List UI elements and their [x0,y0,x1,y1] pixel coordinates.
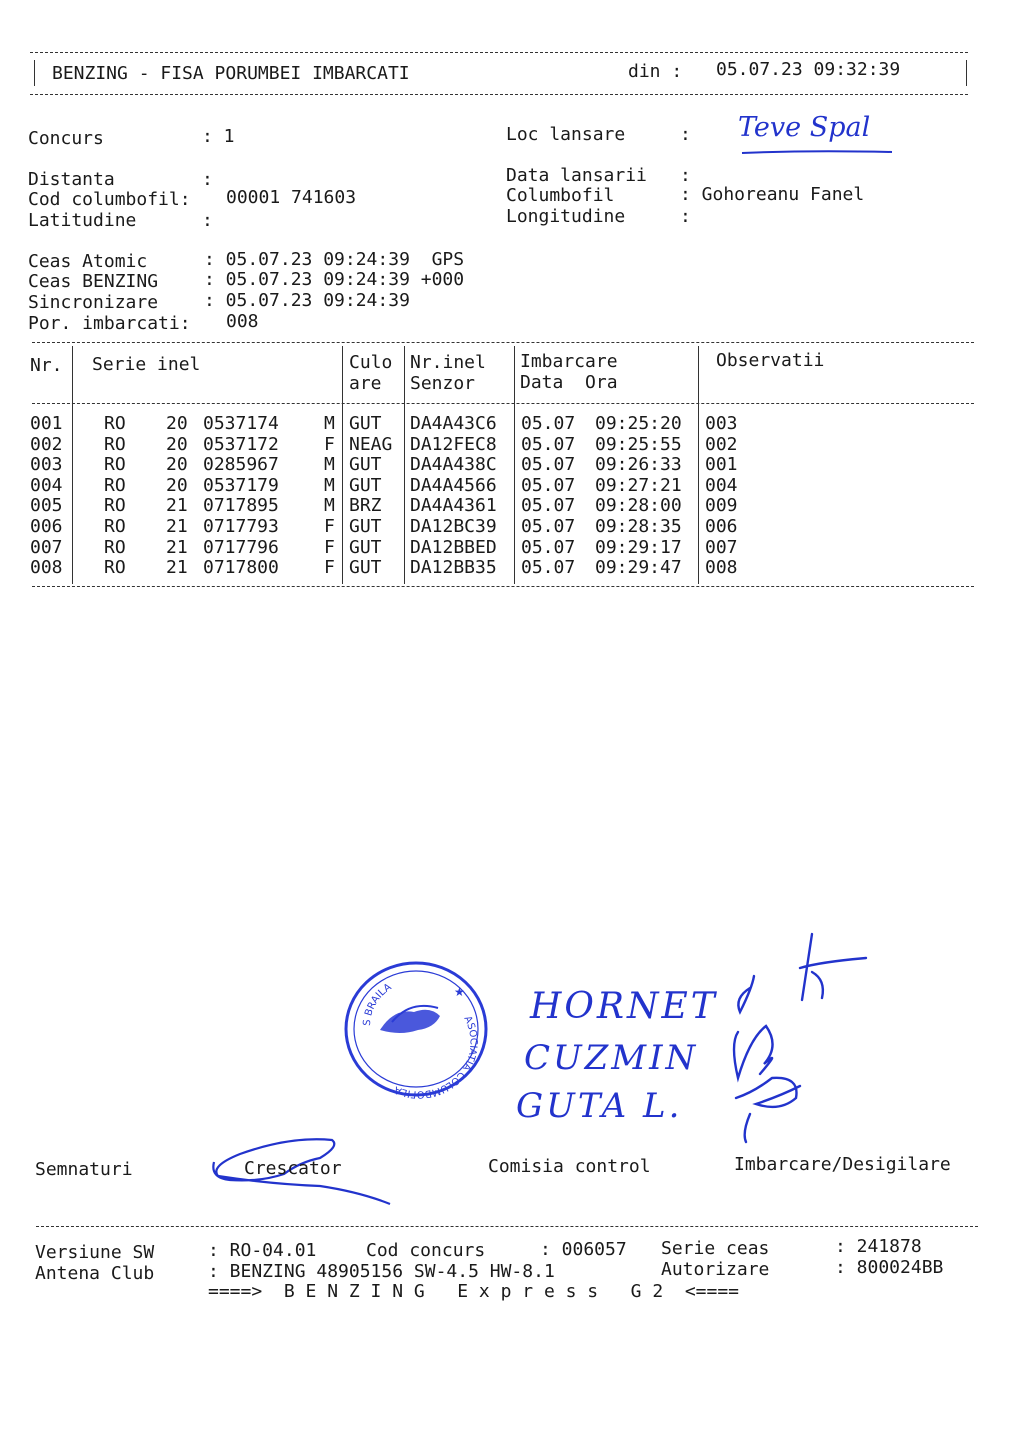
cell-ora: 09:27:21 [595,474,682,496]
cell-culoare: GUT [349,516,382,537]
cell-serie: 0537174 [203,413,279,434]
cell-sex: M [324,474,335,496]
cell-culoare: BRZ [349,495,382,517]
concurs-value: : 1 [202,126,235,147]
por-imbarcati-label: Por. imbarcati: [28,313,191,334]
col-divider-culoare [404,346,405,584]
cell-senzor: DA4A43C6 [410,413,497,434]
cell-serie: 0537172 [203,433,279,455]
ceas-benzing-value: : 05.07.23 09:24:39 +000 [204,269,465,290]
comisia-label: Comisia control [488,1156,651,1177]
antena-value: : BENZING 48905156 SW-4.5 HW-8.1 [208,1261,555,1282]
cod-columbofil-value: 00001 741603 [226,187,357,208]
cell-nr: 006 [30,516,63,537]
cell-sex: F [324,516,335,537]
cell-an: 21 [166,536,188,558]
svg-text:★: ★ [454,985,465,999]
loc-lansare-value: Teve Spal [738,112,871,143]
cell-tara: RO [104,557,126,579]
cell-ora: 09:28:35 [595,516,682,537]
header-serie-inel: Serie inel [92,354,201,375]
sincronizare-value: : 05.07.23 09:24:39 [204,290,410,311]
handwritten-name-3: GUTA L. [516,1086,683,1126]
header-culoare-1: Culo [349,352,393,373]
cell-culoare: GUT [349,557,382,579]
cell-tara: RO [104,454,126,476]
cell-tara: RO [104,536,126,558]
table-top-rule [32,342,974,343]
cell-serie: 0717895 [203,495,279,517]
cell-tara: RO [104,413,126,434]
cell-an: 20 [166,413,188,434]
cell-obs: 007 [705,536,738,558]
cell-sex: F [324,433,335,455]
cell-nr: 001 [30,413,63,434]
col-divider-imbarcare [698,346,699,584]
crescator-label: Crescator [244,1158,342,1179]
ceas-benzing-label: Ceas BENZING [28,271,159,292]
columbofil-label: Columbofil [506,185,615,206]
cod-concurs-label: Cod concurs [366,1240,486,1261]
cell-an: 21 [166,516,188,537]
cell-nr: 002 [30,433,63,455]
table-bottom-rule [32,586,974,587]
cell-sex: M [324,413,335,434]
col-divider-senzor [514,346,515,584]
cell-sex: M [324,495,335,517]
cell-serie: 0537179 [203,474,279,496]
cell-obs: 009 [705,495,738,517]
col-divider-nr [72,346,73,584]
handwritten-name-1: HORNET [530,986,718,1027]
versiune-value: : RO-04.01 [208,1240,317,1261]
cell-senzor: DA4A438C [410,454,497,476]
antena-label: Antena Club [35,1263,155,1284]
distanta-label: Distanta [28,169,115,190]
header-left-bar [34,60,35,86]
cell-data: 05.07 [521,495,576,517]
cell-obs: 003 [705,413,738,434]
autorizare-label: Autorizare [661,1259,770,1280]
cell-culoare: GUT [349,413,382,434]
cell-serie: 0717796 [203,536,279,558]
cod-concurs-value: : 006057 [540,1239,627,1260]
loc-lansare-label: Loc lansare [506,124,626,145]
autorizare-value: : 800024BB [835,1257,944,1278]
header-right-bar [966,60,967,86]
benzing-express-banner: ====> B E N Z I N G E x p r e s s G 2 <==== [208,1281,740,1302]
distanta-value: : [202,169,213,190]
cell-serie: 0717800 [203,557,279,579]
serie-ceas-value: : 241878 [835,1236,922,1257]
data-lansarii-value: : [680,165,691,186]
cell-tara: RO [104,495,126,517]
semnaturi-label: Semnaturi [35,1159,133,1180]
commission-signatures [690,928,880,1148]
longitudine-value: : [680,206,691,227]
association-stamp [340,956,492,1102]
cell-nr: 005 [30,495,63,517]
data-lansarii-label: Data lansarii [506,165,647,186]
cell-an: 21 [166,495,188,517]
cell-obs: 001 [705,454,738,476]
cell-serie: 0717793 [203,516,279,537]
cell-sex: F [324,557,335,579]
stamp-side-text: ASOCIATIA COLUMBOFILA [392,1014,479,1100]
cell-obs: 006 [705,516,738,537]
cell-an: 20 [166,474,188,496]
cell-an: 20 [166,433,188,455]
cell-an: 20 [166,454,188,476]
cell-senzor: DA12FEC8 [410,433,497,455]
cell-senzor: DA4A4566 [410,474,497,496]
header-nr-inel: Nr.inel [410,352,486,373]
cell-ora: 09:28:00 [595,495,682,517]
columbofil-value: : Gohoreanu Fanel [680,184,865,205]
handwritten-name-2: CUZMIN [524,1038,699,1078]
sincronizare-label: Sincronizare [28,292,159,313]
cell-nr: 004 [30,474,63,496]
cell-obs: 004 [705,474,738,496]
cell-senzor: DA4A4361 [410,495,497,517]
versiune-label: Versiune SW [35,1242,155,1263]
cell-sex: M [324,454,335,476]
latitudine-value: : [202,210,213,231]
cell-data: 05.07 [521,433,576,455]
cell-data: 05.07 [521,454,576,476]
footer-rule [36,1226,978,1227]
cod-columbofil-label: Cod columbofil: [28,189,191,210]
cell-culoare: NEAG [349,433,393,455]
header-imbarcare: Imbarcare [520,351,618,372]
cell-culoare: GUT [349,536,382,558]
concurs-label: Concurs [28,128,104,149]
cell-senzor: DA12BB35 [410,557,497,579]
col-divider-serie [342,346,343,584]
cell-nr: 003 [30,454,63,476]
cell-ora: 09:25:55 [595,433,682,455]
cell-culoare: GUT [349,474,382,496]
cell-tara: RO [104,516,126,537]
table-header-rule [32,403,974,404]
cell-serie: 0285967 [203,454,279,476]
cell-data: 05.07 [521,413,576,434]
header-nr: Nr. [30,355,63,376]
cell-obs: 002 [705,433,738,455]
cell-an: 21 [166,557,188,579]
serie-ceas-label: Serie ceas [661,1238,770,1259]
header-bottom-rule [30,94,968,95]
din-value: 05.07.23 09:32:39 [716,59,901,80]
cell-senzor: DA12BBED [410,536,497,558]
cell-obs: 008 [705,557,738,579]
cell-ora: 09:29:47 [595,557,682,579]
cell-tara: RO [104,474,126,496]
cell-nr: 008 [30,557,63,579]
stamp-top-text: S BRAILA [361,981,394,1027]
ceas-atomic-label: Ceas Atomic [28,251,148,272]
cell-data: 05.07 [521,516,576,537]
cell-sex: F [324,536,335,558]
cell-nr: 007 [30,536,63,558]
cell-data: 05.07 [521,474,576,496]
imbarcare-desigilare-label: Imbarcare/Desigilare [734,1154,951,1175]
header-observatii: Observatii [716,350,825,371]
header-culoare-2: are [349,373,382,394]
header-senzor: Senzor [410,373,476,394]
header-data-ora: Data Ora [520,372,618,393]
latitudine-label: Latitudine [28,210,137,231]
ceas-atomic-value: : 05.07.23 09:24:39 GPS [204,249,465,270]
longitudine-label: Longitudine [506,206,626,227]
cell-ora: 09:29:17 [595,536,682,558]
cell-ora: 09:25:20 [595,413,682,434]
por-imbarcati-value: 008 [226,311,259,332]
cell-culoare: GUT [349,454,382,476]
cell-data: 05.07 [521,536,576,558]
cell-tara: RO [104,433,126,455]
loc-lansare-underline [740,148,896,156]
header-top-rule [30,52,968,53]
loc-lansare-colon: : [680,124,691,145]
cell-senzor: DA12BC39 [410,516,497,537]
cell-ora: 09:26:33 [595,454,682,476]
din-label: din : [628,61,683,82]
cell-data: 05.07 [521,557,576,579]
document-title: BENZING - FISA PORUMBEI IMBARCATI [52,63,410,84]
